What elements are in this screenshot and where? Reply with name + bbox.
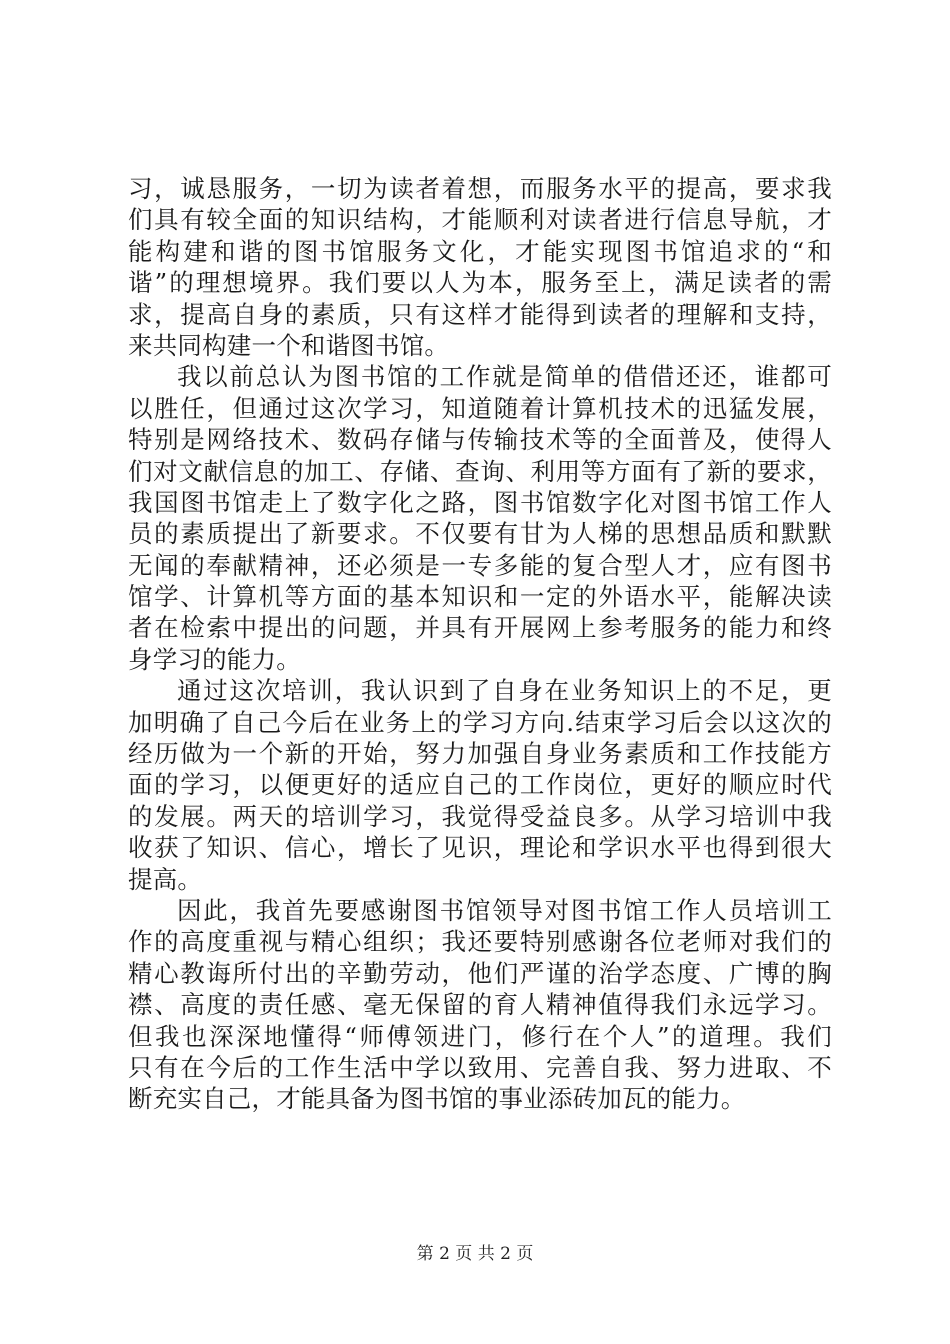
text-line: 我以前总认为图书馆的工作就是简单的借借还还，谁都可 [177, 362, 832, 392]
document-body [128, 173, 832, 1115]
text-line: 们对文献信息的加工、存储、查询、利用等方面有了新的要求， [128, 456, 832, 486]
text-line: 提高。 [128, 864, 203, 894]
text-line: 收获了知识、信心，增长了见识，理论和学识水平也得到很大 [128, 833, 832, 863]
text-line: 面的学习，以便更好的适应自己的工作岗位，更好的顺应时代 [128, 770, 832, 800]
text-line: 但我也深深地懂得“师傅领进门，修行在个人”的道理。我们 [128, 1021, 832, 1051]
text-line: 以胜任，但通过这次学习，知道随着计算机技术的迅猛发展， [128, 393, 832, 423]
text-line: 身学习的能力。 [128, 644, 301, 674]
text-line: 员的素质提出了新要求。不仅要有甘为人梯的思想品质和默默 [128, 519, 832, 549]
paragraph [128, 361, 832, 675]
text-line: 馆学、计算机等方面的基本知识和一定的外语水平，能解决读 [128, 582, 832, 612]
text-line: 通过这次培训，我认识到了自身在业务知识上的不足，更 [177, 676, 832, 706]
text-line: 来共同构建一个和谐图书馆。 [128, 330, 450, 360]
page-number-label: 第 2 页 共 2 页 [416, 1244, 534, 1264]
text-line: 的发展。两天的培训学习，我觉得受益良多。从学习培训中我 [128, 801, 832, 831]
text-line: 作的高度重视与精心组织；我还要特别感谢各位老师对我们的 [128, 927, 832, 957]
text-line: 习，诚恳服务，一切为读者着想，而服务水平的提高，要求我 [128, 174, 832, 203]
page-footer [0, 1243, 950, 1265]
paragraph [128, 675, 832, 895]
text-line: 我国图书馆走上了数字化之路，图书馆数字化对图书馆工作人 [128, 487, 832, 517]
text-line: 断充实自己，才能具备为图书馆的事业添砖加瓦的能力。 [128, 1084, 746, 1114]
paragraph [128, 895, 832, 1115]
text-line: 经历做为一个新的开始，努力加强自身业务素质和工作技能方 [128, 739, 832, 769]
paragraph [128, 173, 832, 361]
text-line: 只有在今后的工作生活中学以致用、完善自我、努力进取、不 [128, 1052, 832, 1082]
text-line: 能构建和谐的图书馆服务文化，才能实现图书馆追求的“和 [128, 236, 832, 266]
text-line: 因此，我首先要感谢图书馆领导对图书馆工作人员培训工 [177, 895, 832, 925]
text-line: 襟、高度的责任感、毫无保留的育人精神值得我们永远学习。 [128, 990, 832, 1020]
text-line: 特别是网络技术、数码存储与传输技术等的全面普及，使得人 [128, 425, 832, 455]
text-line: 求，提高自身的素质，只有这样才能得到读者的理解和支持， [128, 299, 832, 329]
text-line: 谐”的理想境界。我们要以人为本，服务至上，满足读者的需 [128, 268, 832, 298]
text-line: 精心教诲所付出的辛勤劳动，他们严谨的治学态度、广博的胸 [128, 958, 832, 988]
text-line: 们具有较全面的知识结构，才能顺利对读者进行信息导航，才 [128, 205, 832, 235]
text-line: 者在检索中提出的问题，并具有开展网上参考服务的能力和终 [128, 613, 832, 643]
text-line: 无闻的奉献精神，还必须是一专多能的复合型人才，应有图书 [128, 550, 832, 580]
text-line: 加明确了自己今后在业务上的学习方向.结束学习后会以这次的 [128, 707, 832, 737]
